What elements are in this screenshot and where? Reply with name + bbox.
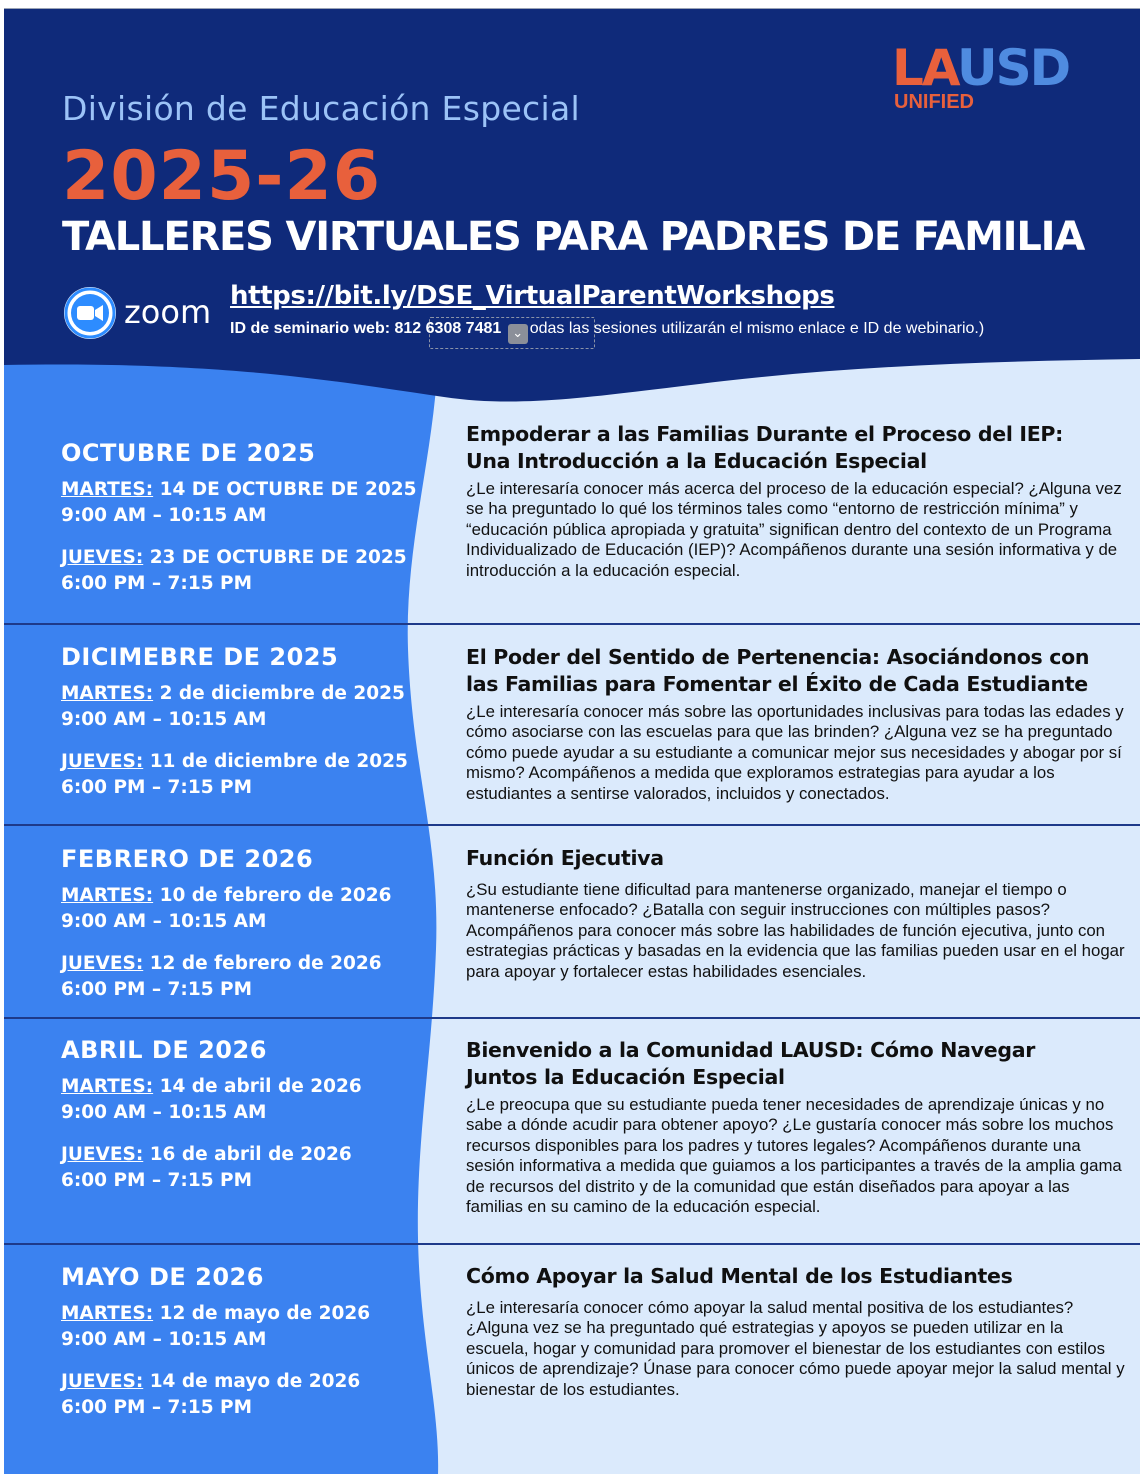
session-description: ¿Le interesaría conocer más sobre las oportunidades inclusivas para todas las edades y cómo asociarse con las escuelas para que las brinden? ¿Alguna vez se ha preguntado cómo puede ayudar a su estudiante a comunicar mejor sus necesidades y abogar por sí mismo? Acompáñenos a medida que exploramos estrategias para ayudar a los estudiantes a sentirse valorados, incluidos y conectados. <box>466 702 1124 803</box>
logo-unified: UNIFIED <box>894 91 974 113</box>
zoom-logo <box>64 285 224 341</box>
session-month: MAYO DE 2026 <box>61 1263 264 1291</box>
flyer-page <box>4 8 1140 1474</box>
date-line-1: MARTES: 14 de abril de 2026 <box>61 1076 362 1097</box>
date-line-2: JUEVES: 14 de mayo de 2026 <box>61 1371 361 1392</box>
header-banner <box>4 9 1140 449</box>
session-topic: El Poder del Sentido de Pertenencia: Asociándonos con las Familias para Fomentar el Éxito de Cada Estudiante <box>466 645 1090 696</box>
date-line-2: JUEVES: 12 de febrero de 2026 <box>61 953 382 974</box>
time-line-1: 9:00 AM – 10:15 AM <box>61 505 267 526</box>
time-line-1: 9:00 AM – 10:15 AM <box>61 911 267 932</box>
session-description: ¿Su estudiante tiene dificultad para mantenerse organizado, manejar el tiempo o mantenerse enfocado? ¿Batalla con seguir instrucciones con múltiples pasos? Acompáñenos para conocer más sobre las habilidades de función ejecutiva, junto con estrategias prácticas y basadas en la evidencia que las familias pueden usar en el hogar para apoyar y fortalecer estas habilidades esenciales. <box>466 880 1125 981</box>
session-month: ABRIL DE 2026 <box>61 1036 267 1064</box>
webinar-label: ID de seminario web: <box>230 320 391 337</box>
division-title: División de Educación Especial <box>62 89 580 128</box>
chevron-down-icon[interactable]: ⌄ <box>508 324 528 344</box>
session-dates-february <box>61 845 392 1003</box>
date-line-1: MARTES: 10 de febrero de 2026 <box>61 885 392 906</box>
time-line-2: 6:00 PM – 7:15 PM <box>61 777 252 798</box>
session-month: DICIMEBRE DE 2025 <box>61 643 339 671</box>
webinar-id[interactable]: 812 6308 7481 <box>394 320 502 337</box>
session-dates-may <box>61 1263 370 1421</box>
time-line-1: 9:00 AM – 10:15 AM <box>61 1329 267 1350</box>
logo-usd: USD <box>957 39 1070 97</box>
zoom-wordmark: zoom <box>124 293 212 331</box>
session-topic: Bienvenido a la Comunidad LAUSD: Cómo Navegar Juntos la Educación Especial <box>466 1038 1036 1089</box>
session-info-may <box>466 1263 1126 1400</box>
session-topic: Cómo Apoyar la Salud Mental de los Estudiantes <box>466 1264 1013 1288</box>
webinar-id-line <box>230 320 984 344</box>
session-description: ¿Le preocupa que su estudiante pueda tener necesidades de aprendizaje únicas y no sabe a dónde acudir para obtener apoyo? ¿Le gustaría conocer más sobre los muchos recursos disponibles para los padres y tutores legales? Acompáñenos durante una sesión informativa a medida que guiamos a los participantes a través de la amplia gama de recursos del distrito y de la comunidad que están diseñados para apoyar a las familias en su camino de la educación especial. <box>466 1095 1122 1217</box>
session-topic: Empoderar a las Familias Durante el Proceso del IEP: Una Introducción a la Educación Especial <box>466 422 1064 473</box>
date-line-2: JUEVES: 11 de diciembre de 2025 <box>61 751 408 772</box>
time-line-2: 6:00 PM – 7:15 PM <box>61 1397 252 1418</box>
section-divider <box>4 1017 1140 1019</box>
session-description: ¿Le interesaría conocer cómo apoyar la salud mental positiva de los estudiantes? ¿Alguna vez se ha preguntado qué estrategias y apoyos se pueden utilizar en la escuela, hogar y comunidad para promover el bienestar de los estudiantes con estilos únicos de aprendizaje? Únase para conocer cómo puede apoyar mejor la salud mental y bienestar de los estudiantes. <box>466 1298 1125 1399</box>
session-topic: Función Ejecutiva <box>466 846 664 870</box>
session-dates-october <box>61 439 417 597</box>
date-line-1: MARTES: 14 DE OCTUBRE DE 2025 <box>61 479 417 500</box>
workshop-link[interactable]: https://bit.ly/DSE_VirtualParentWorkshops <box>230 281 835 311</box>
lausd-logo <box>892 39 1102 119</box>
session-dates-december <box>61 643 408 801</box>
date-line-1: MARTES: 2 de diciembre de 2025 <box>61 683 405 704</box>
session-month: OCTUBRE DE 2025 <box>61 439 316 467</box>
date-line-1: MARTES: 12 de mayo de 2026 <box>61 1303 371 1324</box>
date-line-2: JUEVES: 23 DE OCTUBRE DE 2025 <box>61 547 407 568</box>
session-month: FEBRERO DE 2026 <box>61 845 314 873</box>
section-divider <box>4 824 1140 826</box>
time-line-1: 9:00 AM – 10:15 AM <box>61 709 267 730</box>
zoom-camera-icon <box>64 287 116 339</box>
time-line-2: 6:00 PM – 7:15 PM <box>61 1170 252 1191</box>
date-line-2: JUEVES: 16 de abril de 2026 <box>61 1144 352 1165</box>
session-description: ¿Le interesaría conocer más acerca del proceso de la educación especial? ¿Alguna vez se ha preguntado lo qué los términos tales como “entorno de restricción mínima” y “educación pública apropiada y gratuita” significan dentro del contexto de un Programa Individualizado de Educación (IEP)? Acompáñenos durante una sesión informativa y de introducción a la educación especial. <box>466 479 1122 580</box>
session-info-december <box>466 644 1126 804</box>
section-divider <box>4 1243 1140 1245</box>
time-line-2: 6:00 PM – 7:15 PM <box>61 979 252 1000</box>
time-line-1: 9:00 AM – 10:15 AM <box>61 1102 267 1123</box>
session-info-april <box>466 1037 1126 1217</box>
logo-wordmark <box>892 39 1069 97</box>
logo-la: LA <box>892 39 958 97</box>
session-info-february <box>466 845 1126 982</box>
time-line-2: 6:00 PM – 7:15 PM <box>61 573 252 594</box>
year-title: 2025-26 <box>62 137 382 216</box>
webinar-note: odas las sesiones utilizarán el mismo enlace e ID de webinario.) <box>529 320 985 337</box>
section-divider <box>4 623 1140 625</box>
page-title: TALLERES VIRTUALES PARA PADRES DE FAMILIA <box>62 214 1085 260</box>
session-info-october <box>466 421 1126 581</box>
session-dates-april <box>61 1036 362 1194</box>
